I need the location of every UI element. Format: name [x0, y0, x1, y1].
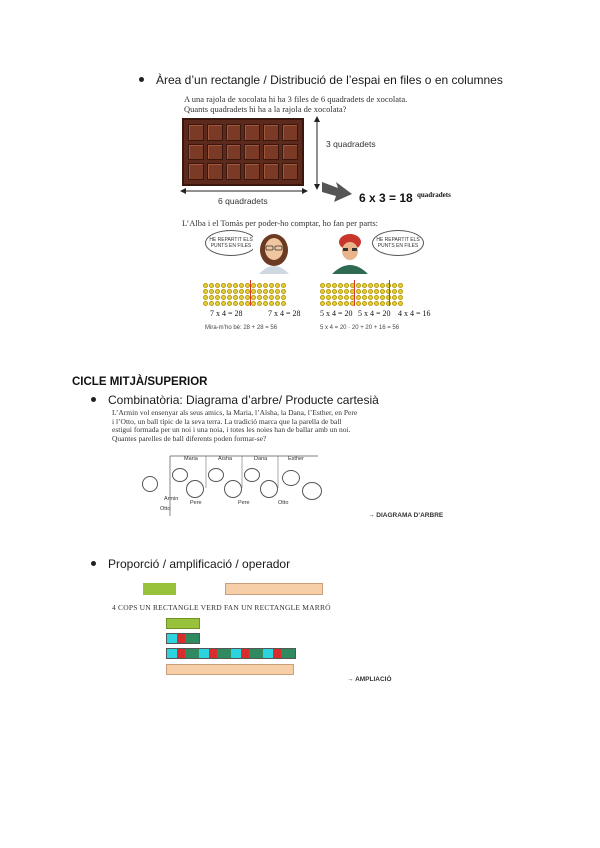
- dot: [320, 289, 325, 294]
- dot: [203, 295, 208, 300]
- dot: [257, 289, 262, 294]
- dot: [209, 295, 214, 300]
- bar-segment: [185, 649, 199, 658]
- dot: [320, 295, 325, 300]
- bar-segment: [177, 649, 185, 658]
- dot: [257, 283, 262, 288]
- dot: [239, 301, 244, 306]
- dot: [215, 295, 220, 300]
- dot: [374, 301, 379, 306]
- amplification-caption: → AMPLIACIÓ: [347, 676, 392, 683]
- dot: [344, 301, 349, 306]
- section1-problem-text: A una rajola de xocolata hi ha 3 files de 6 quadradets de xocolata. Quants quadradets hi ha a la rajola de xocolata?: [184, 94, 408, 114]
- equation: 6 x 3 = 18: [359, 191, 413, 205]
- right-arrow-icon: [322, 180, 352, 204]
- dot: [263, 283, 268, 288]
- dot: [332, 283, 337, 288]
- tree-top-label: Aïsha: [218, 456, 233, 462]
- split-line: [354, 280, 355, 306]
- section2-heading: CICLE MITJÀ/SUPERIOR: [72, 376, 208, 388]
- dot: [374, 283, 379, 288]
- dot: [362, 301, 367, 306]
- dot: [281, 283, 286, 288]
- dot: [362, 283, 367, 288]
- tree-caption: → DIAGRAMA D’ARBRE: [368, 512, 444, 519]
- dot: [332, 301, 337, 306]
- dot: [233, 289, 238, 294]
- dot: [320, 301, 325, 306]
- green-rectangle: [143, 583, 176, 595]
- group-label: 7 x 4 = 28: [268, 309, 301, 318]
- dot: [380, 301, 385, 306]
- tree-node: [186, 480, 204, 498]
- dot: [269, 283, 274, 288]
- bullet-icon: [139, 77, 144, 82]
- dot: [227, 301, 232, 306]
- tree-node: [302, 482, 322, 500]
- dot: [275, 301, 280, 306]
- dot: [326, 295, 331, 300]
- dot: [275, 295, 280, 300]
- dot: [203, 283, 208, 288]
- split-line: [389, 280, 390, 306]
- dot: [281, 289, 286, 294]
- dot: [251, 289, 256, 294]
- dot: [227, 283, 232, 288]
- dot: [398, 301, 403, 306]
- dot: [380, 295, 385, 300]
- bullet-icon: [91, 561, 96, 566]
- dot: [215, 301, 220, 306]
- bullet-icon: [91, 397, 96, 402]
- dot: [221, 295, 226, 300]
- bar-green: [166, 618, 200, 629]
- dot: [209, 289, 214, 294]
- tree-node: [208, 468, 224, 482]
- dot: [344, 289, 349, 294]
- dot: [221, 289, 226, 294]
- dot: [338, 289, 343, 294]
- boy-illustration: [328, 230, 372, 274]
- dot: [215, 283, 220, 288]
- proportion-caption: 4 COPS UN RECTANGLE VERD FAN UN RECTANGLE MARRÓ: [112, 603, 331, 612]
- dot: [203, 301, 208, 306]
- dot: [281, 295, 286, 300]
- bar-amplified: [166, 648, 296, 659]
- dot: [239, 295, 244, 300]
- tree-leaf-label: Armin: [164, 496, 179, 502]
- group-label: 5 x 4 = 20: [358, 309, 391, 318]
- dot-grid-right: [320, 283, 403, 306]
- dot: [209, 301, 214, 306]
- group-label: 7 x 4 = 28: [210, 309, 243, 318]
- bar-segment: [217, 649, 231, 658]
- dot: [392, 301, 397, 306]
- chocolate-bar-image: [182, 118, 304, 186]
- dot: [344, 295, 349, 300]
- dot: [263, 295, 268, 300]
- peach-rectangle: [225, 583, 323, 595]
- bar-segment: [249, 649, 263, 658]
- bar-segment: [209, 649, 217, 658]
- caption-left: Mira-m’ho bé: 28 + 28 = 56: [205, 325, 278, 331]
- bar-operator: [166, 633, 200, 644]
- bar-segment: [281, 649, 295, 658]
- dot: [368, 295, 373, 300]
- dot: [203, 289, 208, 294]
- tree-leaf-label: Otto: [278, 500, 289, 506]
- dot: [332, 289, 337, 294]
- width-label: 6 quadradets: [218, 196, 268, 206]
- tree-leaf-label: Otto: [160, 506, 171, 512]
- caption-right: 5 x 4 = 20 · 20 + 20 + 16 = 56: [320, 325, 400, 331]
- dot: [251, 283, 256, 288]
- tree-leaf-label: Pere: [190, 500, 202, 506]
- dot: [338, 301, 343, 306]
- dot: [362, 289, 367, 294]
- dot: [239, 289, 244, 294]
- dot: [257, 295, 262, 300]
- dot: [356, 301, 361, 306]
- dot: [374, 289, 379, 294]
- group-label: 4 x 4 = 16: [398, 309, 431, 318]
- dot: [251, 295, 256, 300]
- dot: [332, 295, 337, 300]
- dot: [356, 295, 361, 300]
- bar-segment: [273, 649, 281, 658]
- dot: [326, 301, 331, 306]
- dot: [263, 289, 268, 294]
- bar-segment: [241, 649, 249, 658]
- tree-diagram: [142, 448, 324, 518]
- section2-title: Combinatòria: Diagrama d’arbre/ Producte cartesià: [91, 393, 379, 407]
- dot: [239, 283, 244, 288]
- dot: [269, 301, 274, 306]
- dot: [233, 295, 238, 300]
- dot: [227, 295, 232, 300]
- dot: [392, 295, 397, 300]
- equation-unit: quadradets: [417, 191, 451, 199]
- section2-problem-text: L’Armin vol ensenyar als seus amics, la Maria, l’Aïsha, la Dana, l’Esther, en Pere i l’Otto, un ball típic de la seva terra. La tradició marca que la parella de ball estigui formada per un noi i una noia, i totes les noies han de ballar amb un noi. Quantes parelles de ball diferents poden formar-se?: [112, 409, 358, 443]
- dot: [374, 295, 379, 300]
- tree-node: [224, 480, 242, 498]
- bar-segment: [167, 649, 177, 658]
- height-arrow-icon: [312, 116, 322, 190]
- tree-top-label: Esther: [288, 456, 304, 462]
- dot: [263, 301, 268, 306]
- bar-segment: [199, 649, 209, 658]
- dot: [338, 295, 343, 300]
- dot: [398, 289, 403, 294]
- tree-top-label: Maria: [184, 456, 198, 462]
- dot: [215, 289, 220, 294]
- tree-node: [172, 468, 188, 482]
- tree-node: [244, 468, 260, 482]
- speech-bubble-right: HE REPARTIT ELS PUNTS EN FILES: [372, 230, 424, 256]
- speech-bubble-left: HE REPARTIT ELS PUNTS EN FILES: [205, 230, 257, 256]
- dot: [320, 283, 325, 288]
- tree-node: [142, 476, 158, 492]
- dot: [269, 289, 274, 294]
- split-line: [250, 280, 251, 306]
- dot: [251, 301, 256, 306]
- dot: [269, 295, 274, 300]
- tree-node: [260, 480, 278, 498]
- tree-leaf-label: Pere: [238, 500, 250, 506]
- dot-grid-left: [203, 283, 286, 306]
- dot: [398, 283, 403, 288]
- dot: [380, 289, 385, 294]
- dot: [368, 289, 373, 294]
- bar-peach: [166, 664, 294, 675]
- section1-title: Àrea d’un rectangle / Distribució de l’espai en files o en columnes: [139, 73, 503, 87]
- dot: [398, 295, 403, 300]
- dot: [344, 283, 349, 288]
- bar-segment: [263, 649, 273, 658]
- dot: [281, 301, 286, 306]
- dot: [368, 283, 373, 288]
- dot: [227, 289, 232, 294]
- bar-segment: [231, 649, 241, 658]
- dot: [233, 301, 238, 306]
- dot: [275, 283, 280, 288]
- tree-node: [282, 470, 300, 486]
- dot: [326, 283, 331, 288]
- group-label: 5 x 4 = 20: [320, 309, 353, 318]
- dot: [356, 289, 361, 294]
- dot: [392, 283, 397, 288]
- dot: [233, 283, 238, 288]
- dot: [356, 283, 361, 288]
- dot: [392, 289, 397, 294]
- height-label: 3 quadradets: [326, 139, 376, 149]
- dot: [257, 301, 262, 306]
- girl-illustration: [253, 230, 295, 274]
- section1-intro-text: L’Alba i el Tomàs per poder-ho comptar, ho fan per parts:: [182, 218, 378, 228]
- dot: [221, 283, 226, 288]
- dot: [338, 283, 343, 288]
- dot: [221, 301, 226, 306]
- dot: [362, 295, 367, 300]
- dot: [380, 283, 385, 288]
- dot: [368, 301, 373, 306]
- width-arrow-icon: [180, 186, 308, 196]
- tree-top-label: Dana: [254, 456, 268, 462]
- section3-title: Proporció / amplificació / operador: [91, 557, 290, 571]
- dot: [209, 283, 214, 288]
- dot: [326, 289, 331, 294]
- dot: [275, 289, 280, 294]
